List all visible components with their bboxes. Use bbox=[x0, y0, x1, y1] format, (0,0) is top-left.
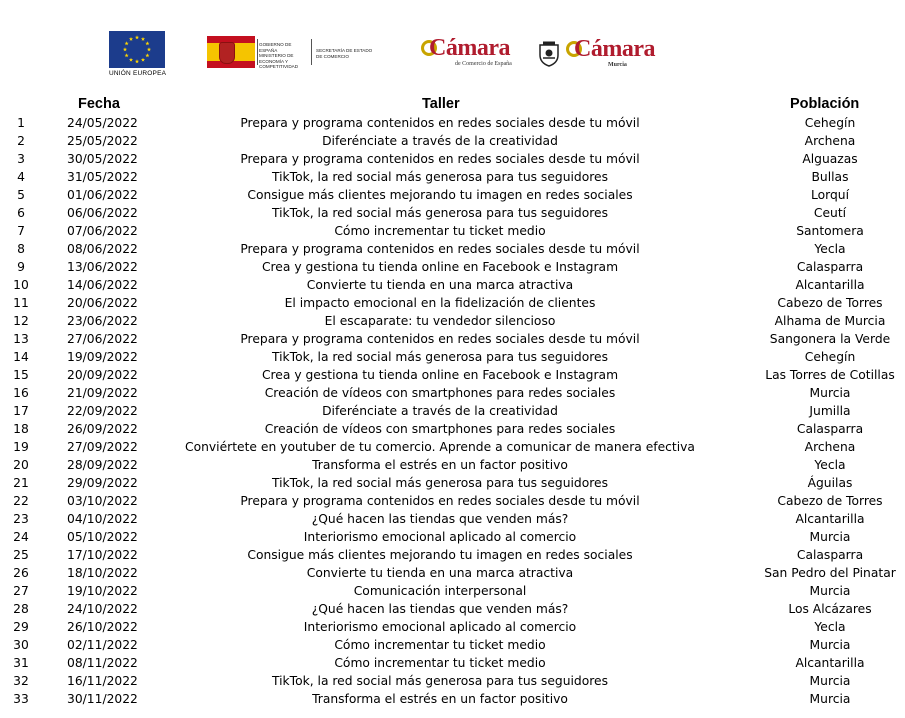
gobierno-text: GOBIERNO DE ESPAÑA bbox=[259, 42, 292, 53]
row-number: 28 bbox=[13, 602, 29, 616]
row-number: 15 bbox=[13, 368, 29, 382]
camara-espana-subtitle: de Comercio de España bbox=[455, 61, 512, 67]
row-taller: Consigue más clientes mejorando tu imagen en redes sociales bbox=[247, 188, 633, 202]
row-poblacion: Alhama de Murcia bbox=[774, 314, 886, 328]
row-taller: Diferénciate a través de la creatividad bbox=[322, 404, 558, 418]
table-row bbox=[0, 240, 905, 258]
row-number: 22 bbox=[13, 494, 29, 508]
row-fecha: 28/09/2022 bbox=[67, 458, 138, 472]
row-poblacion: Alguazas bbox=[802, 152, 858, 166]
row-number: 18 bbox=[13, 422, 29, 436]
row-fecha: 01/06/2022 bbox=[67, 188, 138, 202]
row-fecha: 13/06/2022 bbox=[67, 260, 138, 274]
table-row bbox=[0, 546, 905, 564]
row-poblacion: Sangonera la Verde bbox=[769, 332, 891, 346]
camara-murcia-logo: Cámara Murcia bbox=[566, 37, 655, 68]
row-number: 26 bbox=[13, 566, 29, 580]
table-row bbox=[0, 258, 905, 276]
header-poblacion: Población bbox=[790, 96, 860, 112]
row-poblacion: Calasparra bbox=[796, 548, 864, 562]
row-number: 19 bbox=[13, 440, 29, 454]
row-number: 9 bbox=[17, 260, 25, 274]
row-number: 30 bbox=[13, 638, 29, 652]
row-poblacion: Murcia bbox=[809, 530, 851, 544]
gobierno-logo bbox=[207, 36, 379, 68]
gobierno-ministerio-text bbox=[259, 42, 309, 70]
row-number: 12 bbox=[13, 314, 29, 328]
row-poblacion: Alcantarilla bbox=[795, 656, 865, 670]
row-taller: El escaparate: tu vendedor silencioso bbox=[324, 314, 556, 328]
row-number: 11 bbox=[13, 296, 29, 310]
camara-word: ámara bbox=[445, 35, 510, 61]
row-taller: Consigue más clientes mejorando tu imagen en redes sociales bbox=[247, 548, 633, 562]
camara-espana-logo: Cámara de Comercio de España bbox=[421, 36, 512, 67]
row-poblacion: Yecla bbox=[814, 458, 846, 472]
murcia-shield-icon bbox=[538, 41, 560, 67]
table-row bbox=[0, 420, 905, 438]
row-fecha: 18/10/2022 bbox=[67, 566, 138, 580]
table-row bbox=[0, 384, 905, 402]
row-taller: TikTok, la red social más generosa para tus seguidores bbox=[271, 206, 608, 220]
header-taller: Taller bbox=[422, 96, 460, 112]
row-taller: Crea y gestiona tu tienda online en Facebook e Instagram bbox=[261, 260, 619, 274]
row-number: 33 bbox=[13, 692, 29, 706]
table-row bbox=[0, 600, 905, 618]
row-number: 21 bbox=[13, 476, 29, 490]
row-taller: El impacto emocional en la fidelización de clientes bbox=[284, 296, 596, 310]
row-poblacion: Cehegín bbox=[804, 116, 856, 130]
row-poblacion: Archena bbox=[804, 440, 856, 454]
row-number: 4 bbox=[17, 170, 25, 184]
table-row bbox=[0, 654, 905, 672]
row-number: 31 bbox=[13, 656, 29, 670]
row-taller: Transforma el estrés en un factor positivo bbox=[312, 692, 568, 706]
row-taller: Creación de vídeos con smartphones para redes sociales bbox=[264, 386, 616, 400]
row-fecha: 08/11/2022 bbox=[67, 656, 138, 670]
row-taller: TikTok, la red social más generosa para tus seguidores bbox=[271, 350, 608, 364]
table-row bbox=[0, 528, 905, 546]
table-row bbox=[0, 510, 905, 528]
row-number: 3 bbox=[17, 152, 25, 166]
row-number: 32 bbox=[13, 674, 29, 688]
table-row bbox=[0, 204, 905, 222]
row-fecha: 14/06/2022 bbox=[67, 278, 138, 292]
table-row bbox=[0, 474, 905, 492]
row-fecha: 16/11/2022 bbox=[67, 674, 138, 688]
row-poblacion: Archena bbox=[804, 134, 856, 148]
ministerio-text: MINISTERIO DE ECONOMÍA Y COMPETITIVIDAD bbox=[259, 53, 299, 70]
row-taller: Conviértete en youtuber de tu comercio. Aprende a comunicar de manera efectiva bbox=[185, 440, 695, 454]
row-number: 8 bbox=[17, 242, 25, 256]
row-taller: Convierte tu tienda en una marca atractiva bbox=[306, 278, 574, 292]
row-fecha: 25/05/2022 bbox=[67, 134, 138, 148]
table-row bbox=[0, 186, 905, 204]
row-fecha: 08/06/2022 bbox=[67, 242, 138, 256]
row-poblacion: Murcia bbox=[809, 386, 851, 400]
row-number: 29 bbox=[13, 620, 29, 634]
row-fecha: 04/10/2022 bbox=[67, 512, 138, 526]
row-fecha: 24/10/2022 bbox=[67, 602, 138, 616]
row-number: 14 bbox=[13, 350, 29, 364]
logo-bar bbox=[0, 0, 905, 90]
row-number: 2 bbox=[17, 134, 25, 148]
row-fecha: 20/06/2022 bbox=[67, 296, 138, 310]
row-number: 27 bbox=[13, 584, 29, 598]
row-number: 1 bbox=[17, 116, 25, 130]
row-fecha: 27/09/2022 bbox=[67, 440, 138, 454]
row-number: 10 bbox=[13, 278, 29, 292]
row-poblacion: Las Torres de Cotillas bbox=[765, 368, 895, 382]
row-fecha: 22/09/2022 bbox=[67, 404, 138, 418]
row-poblacion: Lorquí bbox=[810, 188, 849, 202]
spain-coat-of-arms-icon bbox=[207, 36, 255, 68]
row-taller: Cómo incrementar tu ticket medio bbox=[334, 656, 546, 670]
row-taller: Prepara y programa contenidos en redes sociales desde tu móvil bbox=[240, 494, 640, 508]
secretaria-text: SECRETARÍA DE ESTADO DE COMERCIO bbox=[316, 48, 373, 59]
row-fecha: 26/10/2022 bbox=[67, 620, 138, 634]
row-taller: ¿Qué hacen las tiendas que venden más? bbox=[311, 512, 569, 526]
table-row bbox=[0, 402, 905, 420]
row-taller: Convierte tu tienda en una marca atractiva bbox=[306, 566, 574, 580]
row-taller: TikTok, la red social más generosa para tus seguidores bbox=[271, 674, 608, 688]
eu-flag-icon bbox=[109, 31, 165, 68]
row-number: 24 bbox=[13, 530, 29, 544]
eu-logo bbox=[109, 31, 167, 77]
row-taller: Cómo incrementar tu ticket medio bbox=[334, 224, 546, 238]
table-row bbox=[0, 114, 905, 132]
table-row bbox=[0, 132, 905, 150]
row-poblacion: Yecla bbox=[814, 620, 846, 634]
row-fecha: 02/11/2022 bbox=[67, 638, 138, 652]
row-poblacion: Murcia bbox=[809, 584, 851, 598]
table-row bbox=[0, 348, 905, 366]
table-row bbox=[0, 456, 905, 474]
table-header bbox=[0, 96, 905, 114]
table-row bbox=[0, 564, 905, 582]
camara-word: ámara bbox=[590, 36, 655, 62]
eu-label: UNIÓN EUROPEA bbox=[109, 70, 167, 77]
row-poblacion: Jumilla bbox=[809, 404, 851, 418]
row-taller: Prepara y programa contenidos en redes sociales desde tu móvil bbox=[240, 242, 640, 256]
row-poblacion: Alcantarilla bbox=[795, 278, 865, 292]
row-taller: Diferénciate a través de la creatividad bbox=[322, 134, 558, 148]
row-fecha: 06/06/2022 bbox=[67, 206, 138, 220]
row-taller: ¿Qué hacen las tiendas que venden más? bbox=[311, 602, 569, 616]
row-poblacion: Alcantarilla bbox=[795, 512, 865, 526]
row-poblacion: Bullas bbox=[811, 170, 849, 184]
row-poblacion: San Pedro del Pinatar bbox=[764, 566, 896, 580]
row-number: 6 bbox=[17, 206, 25, 220]
workshop-table bbox=[0, 96, 905, 708]
camara-murcia-subtitle: Murcia bbox=[608, 62, 627, 68]
row-poblacion: Murcia bbox=[809, 674, 851, 688]
camara-ring-icon bbox=[566, 41, 582, 57]
row-fecha: 19/09/2022 bbox=[67, 350, 138, 364]
row-number: 5 bbox=[17, 188, 25, 202]
table-row bbox=[0, 672, 905, 690]
row-number: 16 bbox=[13, 386, 29, 400]
table-body bbox=[0, 114, 905, 708]
row-fecha: 26/09/2022 bbox=[67, 422, 138, 436]
row-taller: Transforma el estrés en un factor positivo bbox=[312, 458, 568, 472]
row-fecha: 29/09/2022 bbox=[67, 476, 138, 490]
table-row bbox=[0, 150, 905, 168]
row-number: 7 bbox=[17, 224, 25, 238]
row-taller: Cómo incrementar tu ticket medio bbox=[334, 638, 546, 652]
row-fecha: 27/06/2022 bbox=[67, 332, 138, 346]
row-number: 25 bbox=[13, 548, 29, 562]
row-fecha: 20/09/2022 bbox=[67, 368, 138, 382]
row-poblacion: Murcia bbox=[809, 692, 851, 706]
row-taller: Prepara y programa contenidos en redes sociales desde tu móvil bbox=[240, 332, 640, 346]
row-poblacion: Santomera bbox=[796, 224, 864, 238]
table-row bbox=[0, 636, 905, 654]
table-row bbox=[0, 582, 905, 600]
row-number: 13 bbox=[13, 332, 29, 346]
row-fecha: 30/11/2022 bbox=[67, 692, 138, 706]
table-row bbox=[0, 294, 905, 312]
row-fecha: 05/10/2022 bbox=[67, 530, 138, 544]
table-row bbox=[0, 168, 905, 186]
row-number: 17 bbox=[13, 404, 29, 418]
row-poblacion: Calasparra bbox=[796, 260, 864, 274]
row-poblacion: Ceutí bbox=[813, 206, 847, 220]
row-fecha: 31/05/2022 bbox=[67, 170, 138, 184]
header-fecha: Fecha bbox=[78, 96, 120, 112]
row-poblacion: Cabezo de Torres bbox=[777, 296, 883, 310]
row-taller: Prepara y programa contenidos en redes sociales desde tu móvil bbox=[240, 152, 640, 166]
row-poblacion: Yecla bbox=[814, 242, 846, 256]
row-taller: Crea y gestiona tu tienda online en Facebook e Instagram bbox=[261, 368, 619, 382]
row-taller: Interiorismo emocional aplicado al comercio bbox=[303, 620, 577, 634]
row-taller: TikTok, la red social más generosa para tus seguidores bbox=[271, 170, 608, 184]
table-row bbox=[0, 618, 905, 636]
table-row bbox=[0, 366, 905, 384]
row-poblacion: Cabezo de Torres bbox=[777, 494, 883, 508]
row-taller: Prepara y programa contenidos en redes sociales desde tu móvil bbox=[240, 116, 640, 130]
row-fecha: 21/09/2022 bbox=[67, 386, 138, 400]
table-row bbox=[0, 276, 905, 294]
row-fecha: 30/05/2022 bbox=[67, 152, 138, 166]
row-poblacion: Calasparra bbox=[796, 422, 864, 436]
table-row bbox=[0, 690, 905, 708]
table-row bbox=[0, 312, 905, 330]
row-poblacion: Murcia bbox=[809, 638, 851, 652]
row-taller: TikTok, la red social más generosa para tus seguidores bbox=[271, 476, 608, 490]
row-taller: Comunicación interpersonal bbox=[353, 584, 527, 598]
row-fecha: 23/06/2022 bbox=[67, 314, 138, 328]
row-fecha: 19/10/2022 bbox=[67, 584, 138, 598]
row-fecha: 03/10/2022 bbox=[67, 494, 138, 508]
row-poblacion: Los Alcázares bbox=[788, 602, 872, 616]
table-row bbox=[0, 492, 905, 510]
row-number: 23 bbox=[13, 512, 29, 526]
row-number: 20 bbox=[13, 458, 29, 472]
row-fecha: 24/05/2022 bbox=[67, 116, 138, 130]
row-poblacion: Cehegín bbox=[804, 350, 856, 364]
row-fecha: 17/10/2022 bbox=[67, 548, 138, 562]
table-row bbox=[0, 330, 905, 348]
row-poblacion: Águilas bbox=[807, 476, 853, 490]
table-row bbox=[0, 222, 905, 240]
row-taller: Creación de vídeos con smartphones para redes sociales bbox=[264, 422, 616, 436]
table-row bbox=[0, 438, 905, 456]
camara-ring-icon bbox=[421, 40, 437, 56]
row-taller: Interiorismo emocional aplicado al comercio bbox=[303, 530, 577, 544]
row-fecha: 07/06/2022 bbox=[67, 224, 138, 238]
